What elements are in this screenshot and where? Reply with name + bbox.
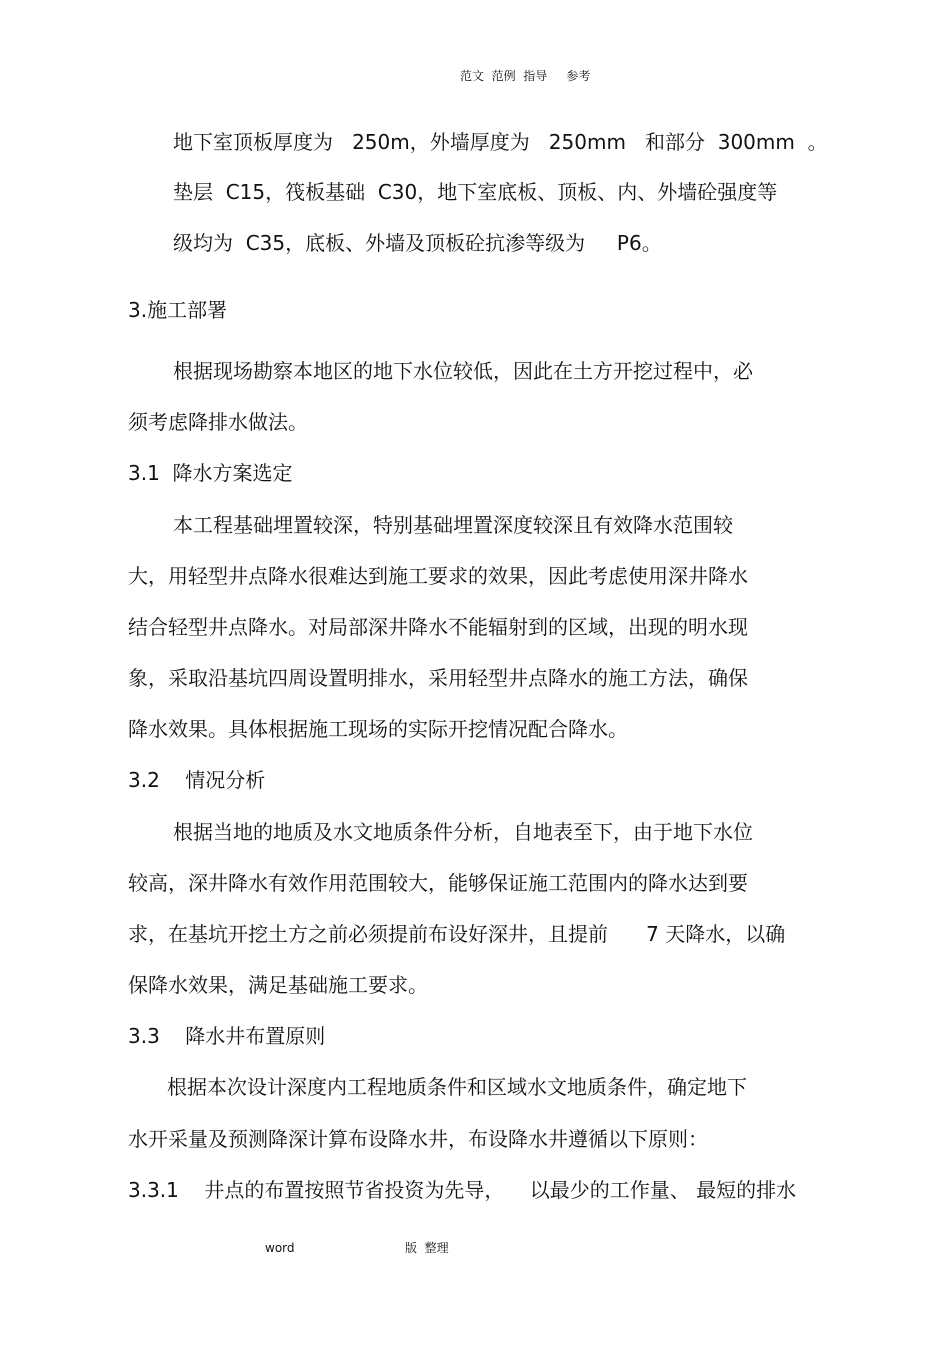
body-line: 级均为 C35，底板、外墙及顶板砼抗渗等级为 P6。 (173, 231, 662, 255)
body-line: 本工程基础埋置较深，特别基础埋置深度较深且有效降水范围较 (173, 513, 733, 537)
body-line: 象，采取沿基坑四周设置明排水，采用轻型井点降水的施工方法，确保 (128, 666, 748, 690)
page-header: 范文 范例 指导 参考 (460, 69, 591, 83)
body-line: 根据现场勘察本地区的地下水位较低，因此在土方开挖过程中，必 (173, 359, 753, 383)
body-line: 根据当地的地质及水文地质条件分析，自地表至下，由于地下水位 (173, 820, 753, 844)
body-line: 水开采量及预测降深计算布设降水井，布设降水井遵循以下原则： (128, 1127, 708, 1151)
body-line: 地下室顶板厚度为 250m，外墙厚度为 250mm 和部分 300mm 。 (173, 130, 828, 154)
section-heading: 3.3.1 井点的布置按照节省投资为先导， 以最少的工作量、 最短的排水 (128, 1178, 797, 1202)
section-heading: 3.施工部署 (128, 298, 228, 322)
body-line: 降水效果。具体根据施工现场的实际开挖情况配合降水。 (128, 717, 628, 741)
section-heading: 3.3 降水井布置原则 (128, 1024, 326, 1048)
body-line: 垫层 C15，筏板基础 C30，地下室底板、顶板、内、外墙砼强度等 (173, 180, 778, 204)
section-heading: 3.1 降水方案选定 (128, 461, 293, 485)
section-heading: 3.2 情况分析 (128, 768, 266, 792)
footer-right: 版 整理 (405, 1241, 449, 1255)
body-line: 求，在基坑开挖土方之前必须提前布设好深井，且提前 7 天降水，以确 (128, 922, 786, 946)
footer-left: word (265, 1241, 295, 1255)
body-line: 结合轻型井点降水。对局部深井降水不能辐射到的区域，出现的明水现 (128, 615, 748, 639)
body-line: 较高，深井降水有效作用范围较大，能够保证施工范围内的降水达到要 (128, 871, 748, 895)
body-line: 保降水效果，满足基础施工要求。 (128, 973, 428, 997)
body-line: 根据本次设计深度内工程地质条件和区域水文地质条件，确定地下 (167, 1075, 747, 1099)
body-line: 大，用轻型井点降水很难达到施工要求的效果，因此考虑使用深井降水 (128, 564, 748, 588)
body-line: 须考虑降排水做法。 (128, 410, 308, 434)
